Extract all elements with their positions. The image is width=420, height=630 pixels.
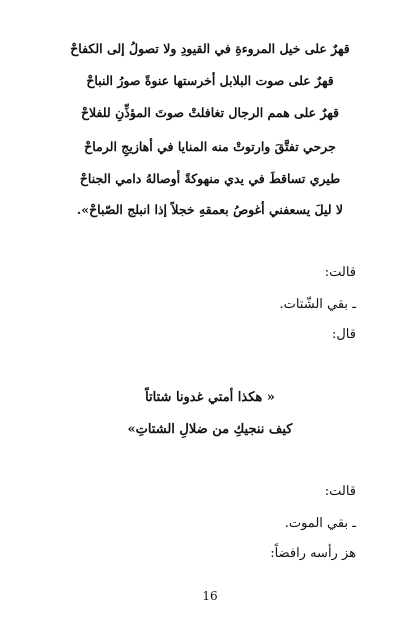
- poem-line: طيري تساقطَ في يدي منهوكةً أوصالهُ دامي الجناحْ: [79, 171, 341, 186]
- dialogue-line: قال:: [331, 327, 356, 342]
- poem-line: لا ليلَ يسعفني أغوصُ بعمقهِ خجلاً إذا انبلج الصّباحْ».: [76, 202, 344, 217]
- dialogue-line: هز رأسه رافضاً:: [270, 546, 356, 561]
- page-number: 16: [202, 589, 218, 603]
- dialogue-line: ـ بقي الشّتات.: [279, 297, 356, 312]
- dialogue-line: قالت:: [324, 265, 356, 280]
- dialogue-line: قالت:: [324, 484, 356, 499]
- poem-line: جرحي تفتَّقَ وارتوتْ منه المنايا في أهازيجِ الرماحْ: [84, 139, 336, 154]
- dialogue-line: ـ بقي الموت.: [284, 516, 356, 531]
- poem-line: قهرٌ على خيل المروءةِ في القيودِ ولا تصولُ إلى الكفاحْ: [70, 41, 350, 56]
- poem-line: قهرٌ على صوت البلابل أخرستها عنوةً صورُ النباحْ: [86, 73, 334, 88]
- verse-line: « هكذا أمتي غدونا شتاتاً: [145, 390, 275, 405]
- poem-line: قهرٌ على همم الرجال تغافلتْ صوتَ المؤذِّنِ للفلاحْ: [80, 105, 340, 120]
- verse-line: كيف ننجيكِ من ضلالِ الشتاتِ»: [127, 422, 293, 437]
